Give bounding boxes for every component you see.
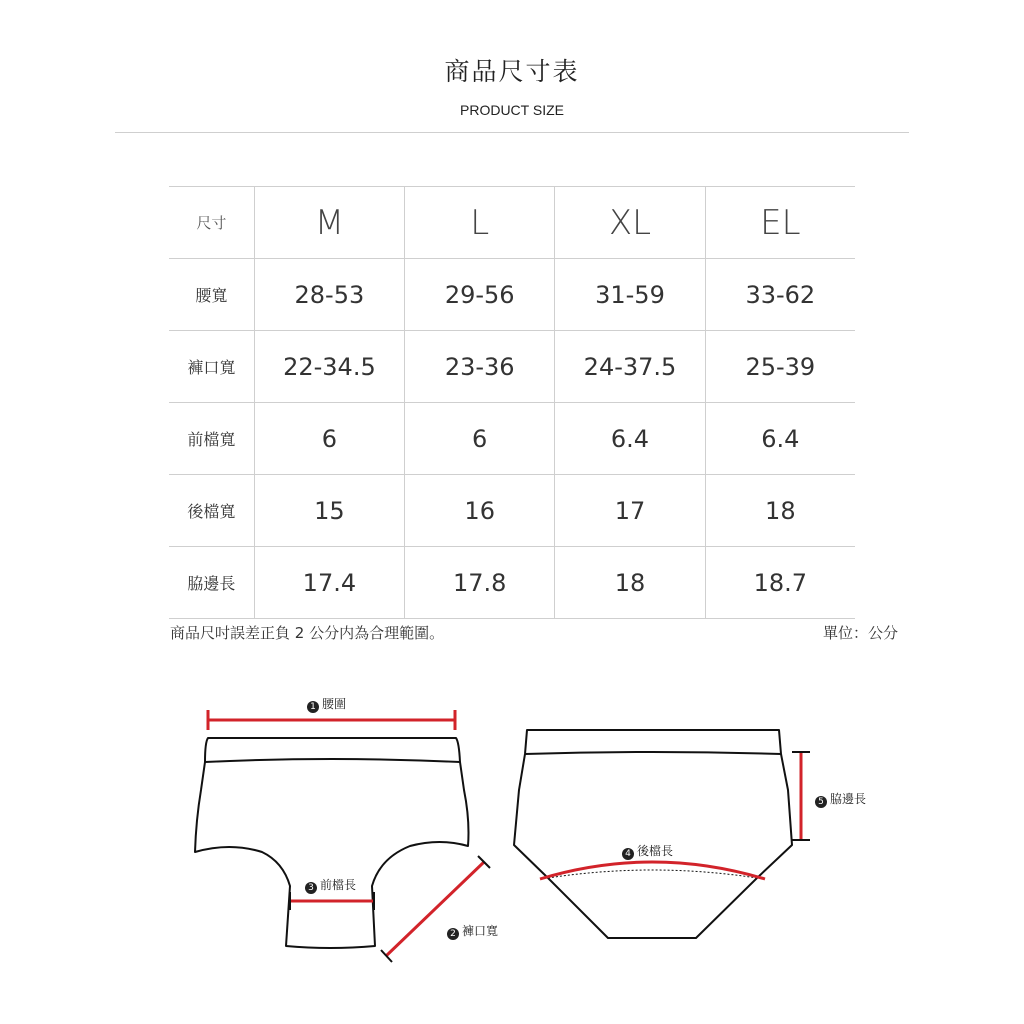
waist-measure-line (208, 710, 455, 730)
table-cell: 6 (405, 403, 555, 475)
label-waist: 1 腰圍 (307, 695, 346, 713)
label-side-length: 5 脇邊長 (815, 790, 866, 808)
row-label: 前檔寬 (169, 403, 254, 475)
tolerance-note: 商品尺吋誤差正負 2 公分内為合理範圍。 (170, 624, 445, 642)
table-cell: 15 (254, 475, 404, 547)
label-leg-opening: 2 褲口寬 (447, 922, 498, 940)
table-cell: 22-34.5 (254, 331, 404, 403)
table-cell: 18 (555, 547, 705, 619)
size-header-l: L (405, 187, 555, 259)
size-table (169, 186, 855, 619)
page-subtitle: PRODUCT SIZE (460, 102, 564, 118)
table-row (169, 331, 855, 403)
table-row (169, 259, 855, 331)
size-header-m: M (254, 187, 404, 259)
header-divider (115, 132, 909, 133)
unit-note: 單位：公分 (822, 624, 898, 642)
row-label: 脇邊長 (169, 547, 254, 619)
measurement-diagram (0, 660, 1024, 1024)
table-corner-label: 尺寸 (169, 187, 254, 259)
table-cell: 24-37.5 (555, 331, 705, 403)
table-cell: 18.7 (705, 547, 855, 619)
table-cell: 25-39 (705, 331, 855, 403)
row-label: 腰寬 (169, 259, 254, 331)
row-label: 後檔寬 (169, 475, 254, 547)
label-back-crotch: 4 後檔長 (622, 842, 673, 860)
label-front-crotch: 3 前檔長 (305, 876, 356, 894)
table-cell: 6.4 (555, 403, 705, 475)
table-cell: 6 (254, 403, 404, 475)
table-cell: 29-56 (405, 259, 555, 331)
page-title: 商品尺寸表 (444, 57, 580, 86)
table-cell: 17.8 (405, 547, 555, 619)
table-cell: 23-36 (405, 331, 555, 403)
table-row (169, 547, 855, 619)
back-briefs-illustration (514, 730, 792, 938)
table-cell: 33-62 (705, 259, 855, 331)
table-row (169, 475, 855, 547)
size-header-xl: XL (555, 187, 705, 259)
size-header-el: EL (705, 187, 855, 259)
table-cell: 6.4 (705, 403, 855, 475)
table-cell: 28-53 (254, 259, 404, 331)
table-cell: 31-59 (555, 259, 705, 331)
table-cell: 18 (705, 475, 855, 547)
table-header-row (169, 187, 855, 259)
table-cell: 16 (405, 475, 555, 547)
table-row (169, 403, 855, 475)
row-label: 褲口寬 (169, 331, 254, 403)
table-cell: 17 (555, 475, 705, 547)
table-cell: 17.4 (254, 547, 404, 619)
leg-opening-measure-line (386, 862, 484, 956)
